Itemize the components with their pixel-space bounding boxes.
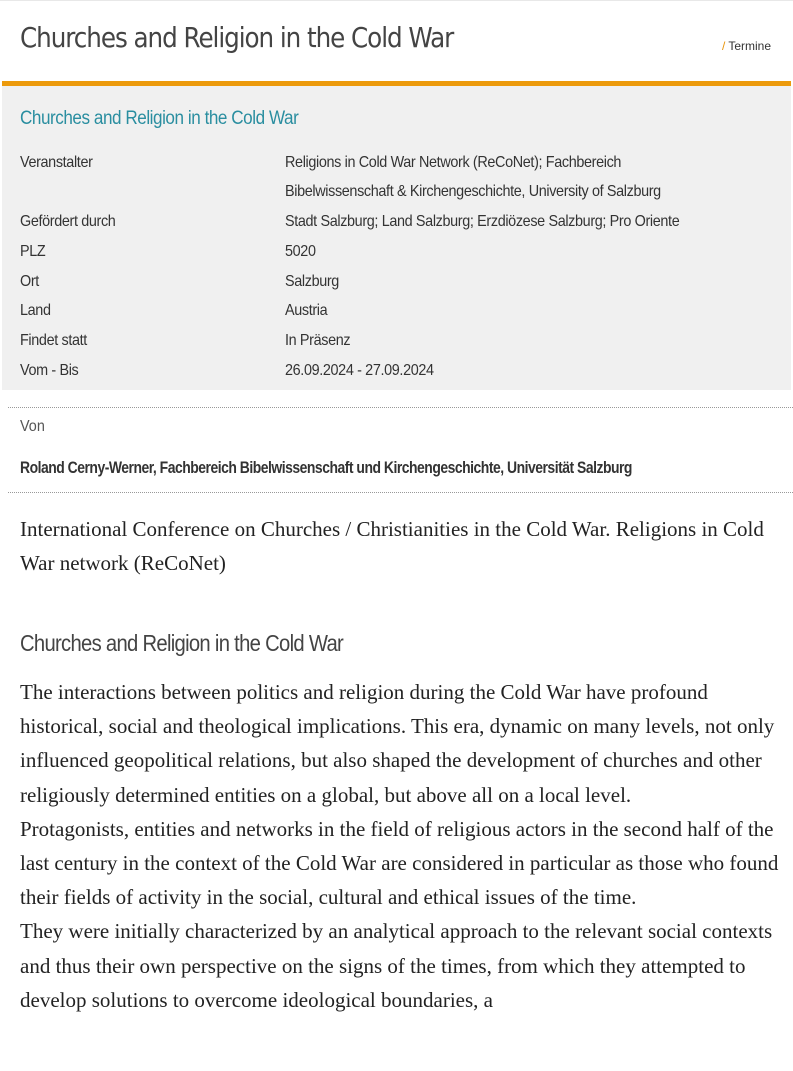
info-label: Ort [20, 273, 39, 290]
divider [8, 407, 793, 408]
info-value: Austria [285, 302, 328, 319]
info-box-title: Churches and Religion in the Cold War [20, 108, 299, 129]
info-value: In Präsenz [285, 332, 351, 349]
breadcrumb-link-termine[interactable]: Termine [728, 39, 771, 53]
info-label: Gefördert durch [20, 213, 116, 230]
info-label: Findet statt [20, 332, 87, 349]
info-label: Veranstalter [20, 154, 93, 171]
info-value: Salzburg [285, 273, 339, 290]
author-line: Roland Cerny-Werner, Fachbereich Bibelwissenschaft und Kirchengeschichte, Universität Salzburg [20, 458, 632, 477]
breadcrumb [722, 39, 771, 53]
body-paragraph: They were initially characterized by an analytical approach to the relevant social contexts and thus their own perspective on the signs of the times, from which they attempted to develop solutions to overcome ideological boundaries, a [20, 919, 773, 1012]
body-paragraph: The interactions between politics and religion during the Cold War have profound historical, social and theological implications. This era, dynamic on many levels, not only influenced geopolitical relations, but also shaped the development of churches and other religiously determined entities on a global, but above all on a local level. [20, 680, 775, 807]
divider [8, 492, 793, 493]
info-label: PLZ [20, 243, 46, 260]
section-heading: Churches and Religion in the Cold War [20, 630, 344, 656]
info-value: Religions in Cold War Network (ReCoNet); Fachbereich Bibelwissenschaft & Kirchengeschichte, University of Salzburg [285, 154, 661, 200]
page-title: Churches and Religion in the Cold War [20, 21, 454, 54]
von-label: Von [20, 418, 45, 435]
page-header [0, 0, 793, 81]
section-body [20, 675, 790, 1017]
info-value: 5020 [285, 243, 316, 260]
info-value: Stadt Salzburg; Land Salzburg; Erzdiözese Salzburg; Pro Oriente [285, 213, 680, 230]
breadcrumb-separator: / [721, 39, 726, 53]
info-label: Land [20, 302, 51, 319]
info-label: Vom - Bis [20, 362, 79, 379]
event-info-box [2, 86, 791, 390]
body-paragraph: Protagonists, entities and networks in the field of religious actors in the second half of the last century in the context of the Cold War are considered in particular as those who found their fields of activity in the social, cultural and ethical issues of the time. [20, 816, 779, 910]
event-subtitle: International Conference on Churches / Christianities in the Cold War. Religions in Cold War network (ReCoNet) [20, 517, 764, 575]
info-value: 26.09.2024 - 27.09.2024 [285, 362, 434, 379]
